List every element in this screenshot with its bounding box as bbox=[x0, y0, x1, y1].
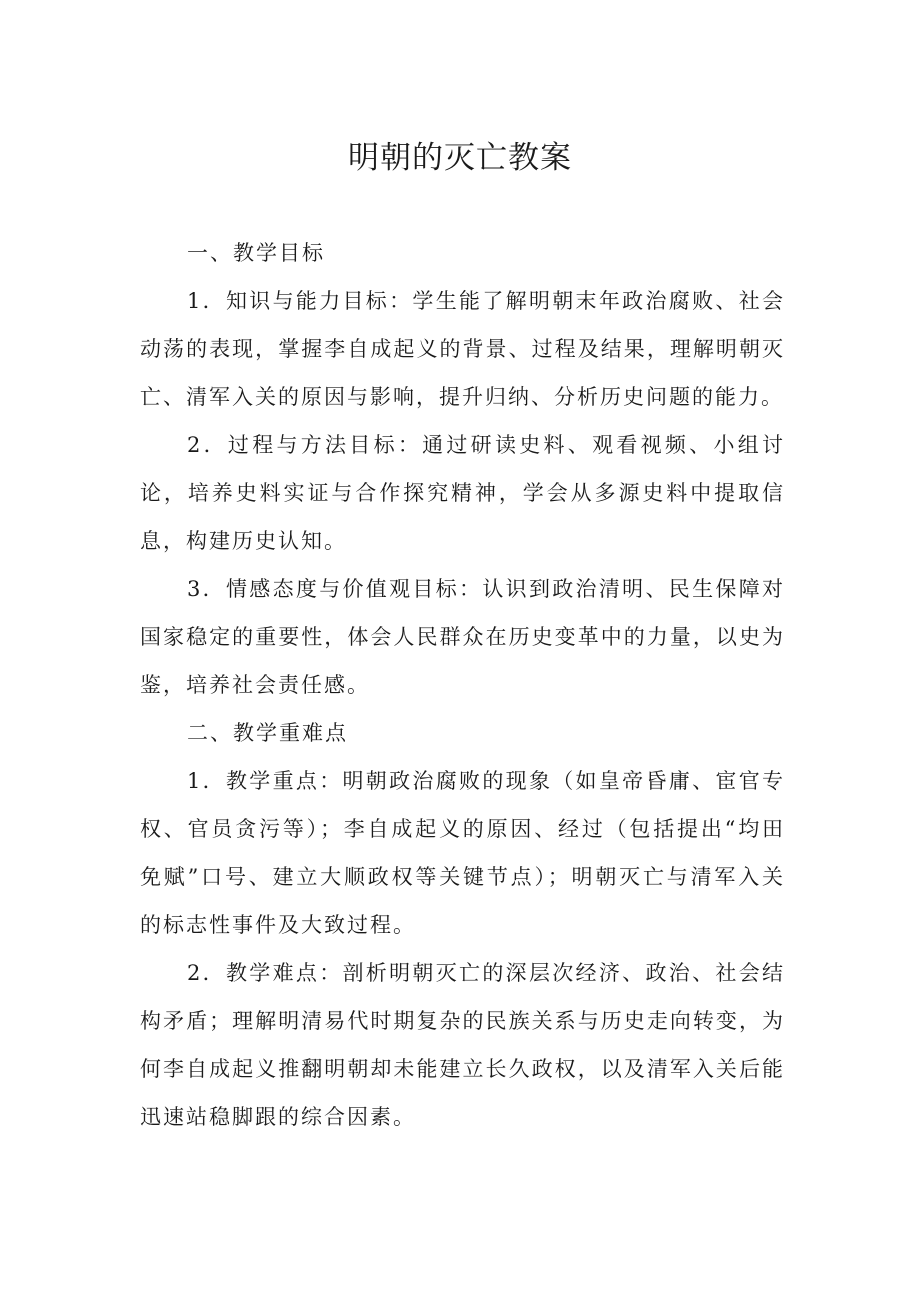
section-heading-objectives: 一、教学目标 bbox=[187, 241, 325, 265]
key-point-paragraph-2: 2．教学难点：剖析明朝灭亡的深层次经济、政治、社会结构矛盾；理解明清易代时期复杂的民族关系与历史走向转变，为何李自成起义推翻明朝却未能建立长久政权，以及清军入关后能迅速站稳脚跟的综合因素。 bbox=[140, 961, 785, 1129]
objective-paragraph-2: 2．过程与方法目标：通过研读史料、观看视频、小组讨论，培养史料实证与合作探究精神，学会从多源史料中提取信息，构建历史认知。 bbox=[140, 433, 785, 553]
key-point-paragraph-1: 1．教学重点：明朝政治腐败的现象（如皇帝昏庸、宦官专权、官员贪污等）；李自成起义的原因、经过（包括提出“均田免赋”口号、建立大顺政权等关键节点）；明朝灭亡与清军入关的标志性事件及大致过程。 bbox=[140, 769, 785, 937]
document-title: 明朝的灭亡教案 bbox=[348, 140, 572, 176]
document-body bbox=[140, 229, 785, 1141]
section-heading-key-points: 二、教学重难点 bbox=[187, 721, 348, 745]
objective-paragraph-1: 1．知识与能力目标：学生能了解明朝末年政治腐败、社会动荡的表现，掌握李自成起义的背景、过程及结果，理解明朝灭亡、清军入关的原因与影响，提升归纳、分析历史问题的能力。 bbox=[140, 289, 785, 409]
objective-paragraph-3: 3．情感态度与价值观目标：认识到政治清明、民生保障对国家稳定的重要性，体会人民群众在历史变革中的力量，以史为鉴，培养社会责任感。 bbox=[140, 577, 785, 697]
